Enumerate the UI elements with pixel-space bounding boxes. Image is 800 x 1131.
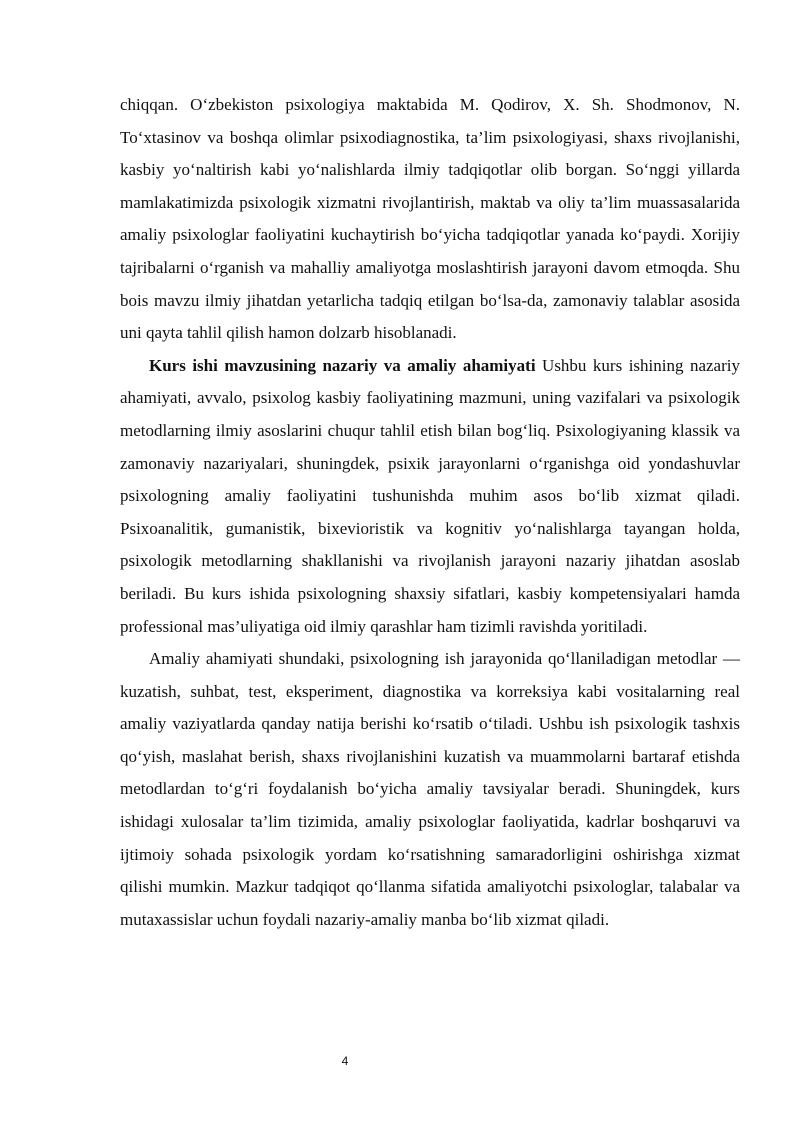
paragraph-text: Amaliy ahamiyati shundaki, psixologning ish jarayonida qo‘llaniladigan metodlar — kuzatish, suhbat, test, eksperiment, diagnostika va korreksiya kabi vositalarning real amaliy vaziyatlarda qanday natija berishi ko‘rsatib o‘tiladi. Ushbu ish psixologik tashxis qo‘yish, maslahat berish, shaxs rivojlanishini kuzatish va muammolarni bartaraf etishda metodlardan to‘g‘ri foydalanish bo‘yicha amaliy tavsiyalar beradi. Shuningdek, kurs ishidagi xulosalar ta’lim tizimida, amaliy psixologlar faoliyatida, kadrlar boshqaruvi va ijtimoiy sohada psixologik yordam ko‘rsatishning samaradorligini oshirishga xizmat qilishi mumkin. Mazkur tadqiqot qo‘llanma sifatida amaliyotchi psixologlar, talabalar va mutaxassislar uchun foydali nazariy-amaliy manba bo‘lib xizmat qiladi. (120, 649, 740, 929)
paragraph-text: chiqqan. O‘zbekiston psixologiya maktabida M. Qodirov, X. Sh. Shodmonov, N. To‘xtasinov va boshqa olimlar psixodiagnostika, ta’lim psixologiyasi, shaxs rivojlanishi, kasbiy yo‘naltirish kabi yo‘nalishlarda ilmiy tadqiqotlar olib borgan. So‘nggi yillarda mamlakatimizda psixologik xizmatni rivojlantirish, maktab va oliy ta’lim muassasalarida amaliy psixologlar faoliyatini kuchaytirish bo‘yicha tadqiqotlar yanada ko‘paydi. Xorijiy tajribalarni o‘rganish va mahalliy amaliyotga moslashtirish jarayoni davom etmoqda. Shu bois mavzu ilmiy jihatdan yetarlicha tadqiq etilgan bo‘lsa-da, zamonaviy talablar asosida uni qayta tahlil qilish hamon dolzarb hisoblanadi. (120, 95, 740, 343)
page-number: 4 (341, 1054, 349, 1068)
paragraph-text: Ushbu kurs ishining nazariy ahamiyati, avvalo, psixolog kasbiy faoliyatining mazmuni, uning vazifalari va psixologik metodlarning ilmiy asoslarini chuqur tahlil etish bilan bog‘liq. Psixologiyaning klassik va zamonaviy nazariyalari, shuningdek, psixik jarayonlarni o‘rganishga oid yondashuvlar psixologning amaliy faoliyatini tushunishda muhim asos bo‘lib xizmat qiladi. Psixoanalitik, gumanistik, bixevioristik va kognitiv yo‘nalishlarga tayangan holda, psixologik metodlarning shakllanishi va rivojlanish jarayoni nazariy jihatdan asoslab beriladi. Bu kurs ishida psixologning shaxsiy sifatlari, kasbiy kompetensiyalari hamda professional mas’uliyatiga oid ilmiy qarashlar ham tizimli ravishda yoritiladi. (120, 355, 740, 636)
document-body (120, 89, 740, 936)
paragraph-intro-continuation (120, 89, 740, 350)
section-heading-inline: Kurs ishi mavzusining nazariy va amaliy ahamiyati (149, 355, 536, 375)
paragraph-significance (120, 350, 740, 643)
paragraph-practical-significance (120, 643, 740, 936)
